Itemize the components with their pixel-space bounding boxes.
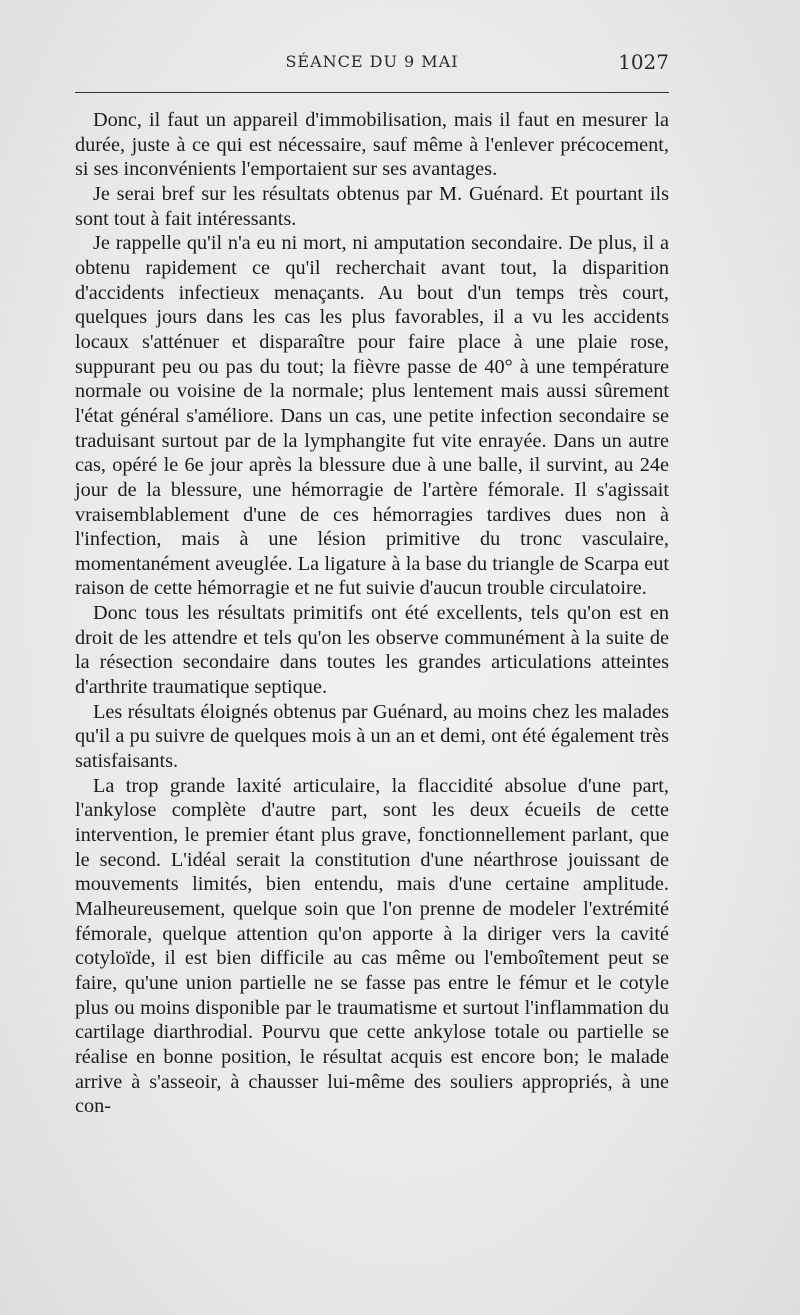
paragraph-1: Donc, il faut un appareil d'immobilisation, mais il faut en mesurer la durée, juste à ce qui est nécessaire, sauf même à l'enlever précocement, si ses inconvénients l'emportaient sur ses avantages. <box>75 109 669 181</box>
page-number: 1027 <box>618 50 669 74</box>
paragraph-4: Donc tous les résultats primitifs ont été excellents, tels qu'on est en droit de les attendre et tels qu'on les observe communément à la suite de la résection secondaire dans toutes les grandes articulations atteintes d'arthrite traumatique septique. <box>75 602 669 699</box>
paragraph-2: Je serai bref sur les résultats obtenus par M. Guénard. Et pourtant ils sont tout à fait intéressants. <box>75 182 669 230</box>
paragraph-5: Les résultats éloignés obtenus par Guénard, au moins chez les malades qu'il a pu suivre de quelques mois à un an et demi, ont été également très satisfaisants. <box>75 700 669 773</box>
paragraph-6: La trop grande laxité articulaire, la flaccidité absolue d'une part, l'ankylose complète d'autre part, sont les deux écueils de cette intervention, le premier étant plus grave, fonctionnellement parlant, que le second. L'idéal serait la constitution d'une néarthrose jouissant de mouvements limités, bien entendu, mais d'une certaine amplitude. Malheureusement, quelque soin que l'on prenne de modeler l'extrémité fémorale, quelque attention qu'on apporte à la diriger vers la cavité cotyloïde, il est bien difficile au cas même ou l'emboîtement peut se faire, qu'une union partielle ne se fasse pas entre le fémur et le cotyle plus ou moins disponible par le traumatisme et surtout l'inflammation du cartilage diarthrodial. Pourvu que cette ankylose totale ou partielle se réalise en bonne position, le résultat acquis est encore bon; le malade arrive à s'asseoir, à chausser lui-même des souliers appropriés, à une con- <box>75 774 669 1118</box>
running-head: SÉANCE DU 9 MAI <box>285 52 459 71</box>
header-rule <box>75 92 669 93</box>
paragraph-3: Je rappelle qu'il n'a eu ni mort, ni amputation secondaire. De plus, il a obtenu rapidement ce qu'il recherchait avant tout, la disparition d'accidents infectieux menaçants. Au bout d'un temps très court, quelques jours dans les cas les plus favorables, il a vu les accidents locaux s'atténuer et disparaître pour faire place à une plaie rose, suppurant peu ou pas du tout; la fièvre passe de 40° à une température normale ou voisine de la normale; plus lentement mais aussi sûrement l'état général s'améliore. Dans un cas, une petite infection secondaire se traduisant surtout par de la lymphangite fut vite enrayée. Dans un autre cas, opéré le 6e jour après la blessure due à une balle, il survint, au 24e jour de la blessure, une hémorragie de l'artère fémorale. Il s'agissait vraisemblablement d'une de ces hémorragies tardives dues non à l'infection, mais à une lésion primitive du tronc vasculaire, momentanément aveuglée. La ligature à la base du triangle de Scarpa eut raison de cette hémorragie et ne fut suivie d'aucun trouble circulatoire. <box>75 232 669 600</box>
body-text <box>75 108 669 1119</box>
page-header <box>75 50 669 78</box>
